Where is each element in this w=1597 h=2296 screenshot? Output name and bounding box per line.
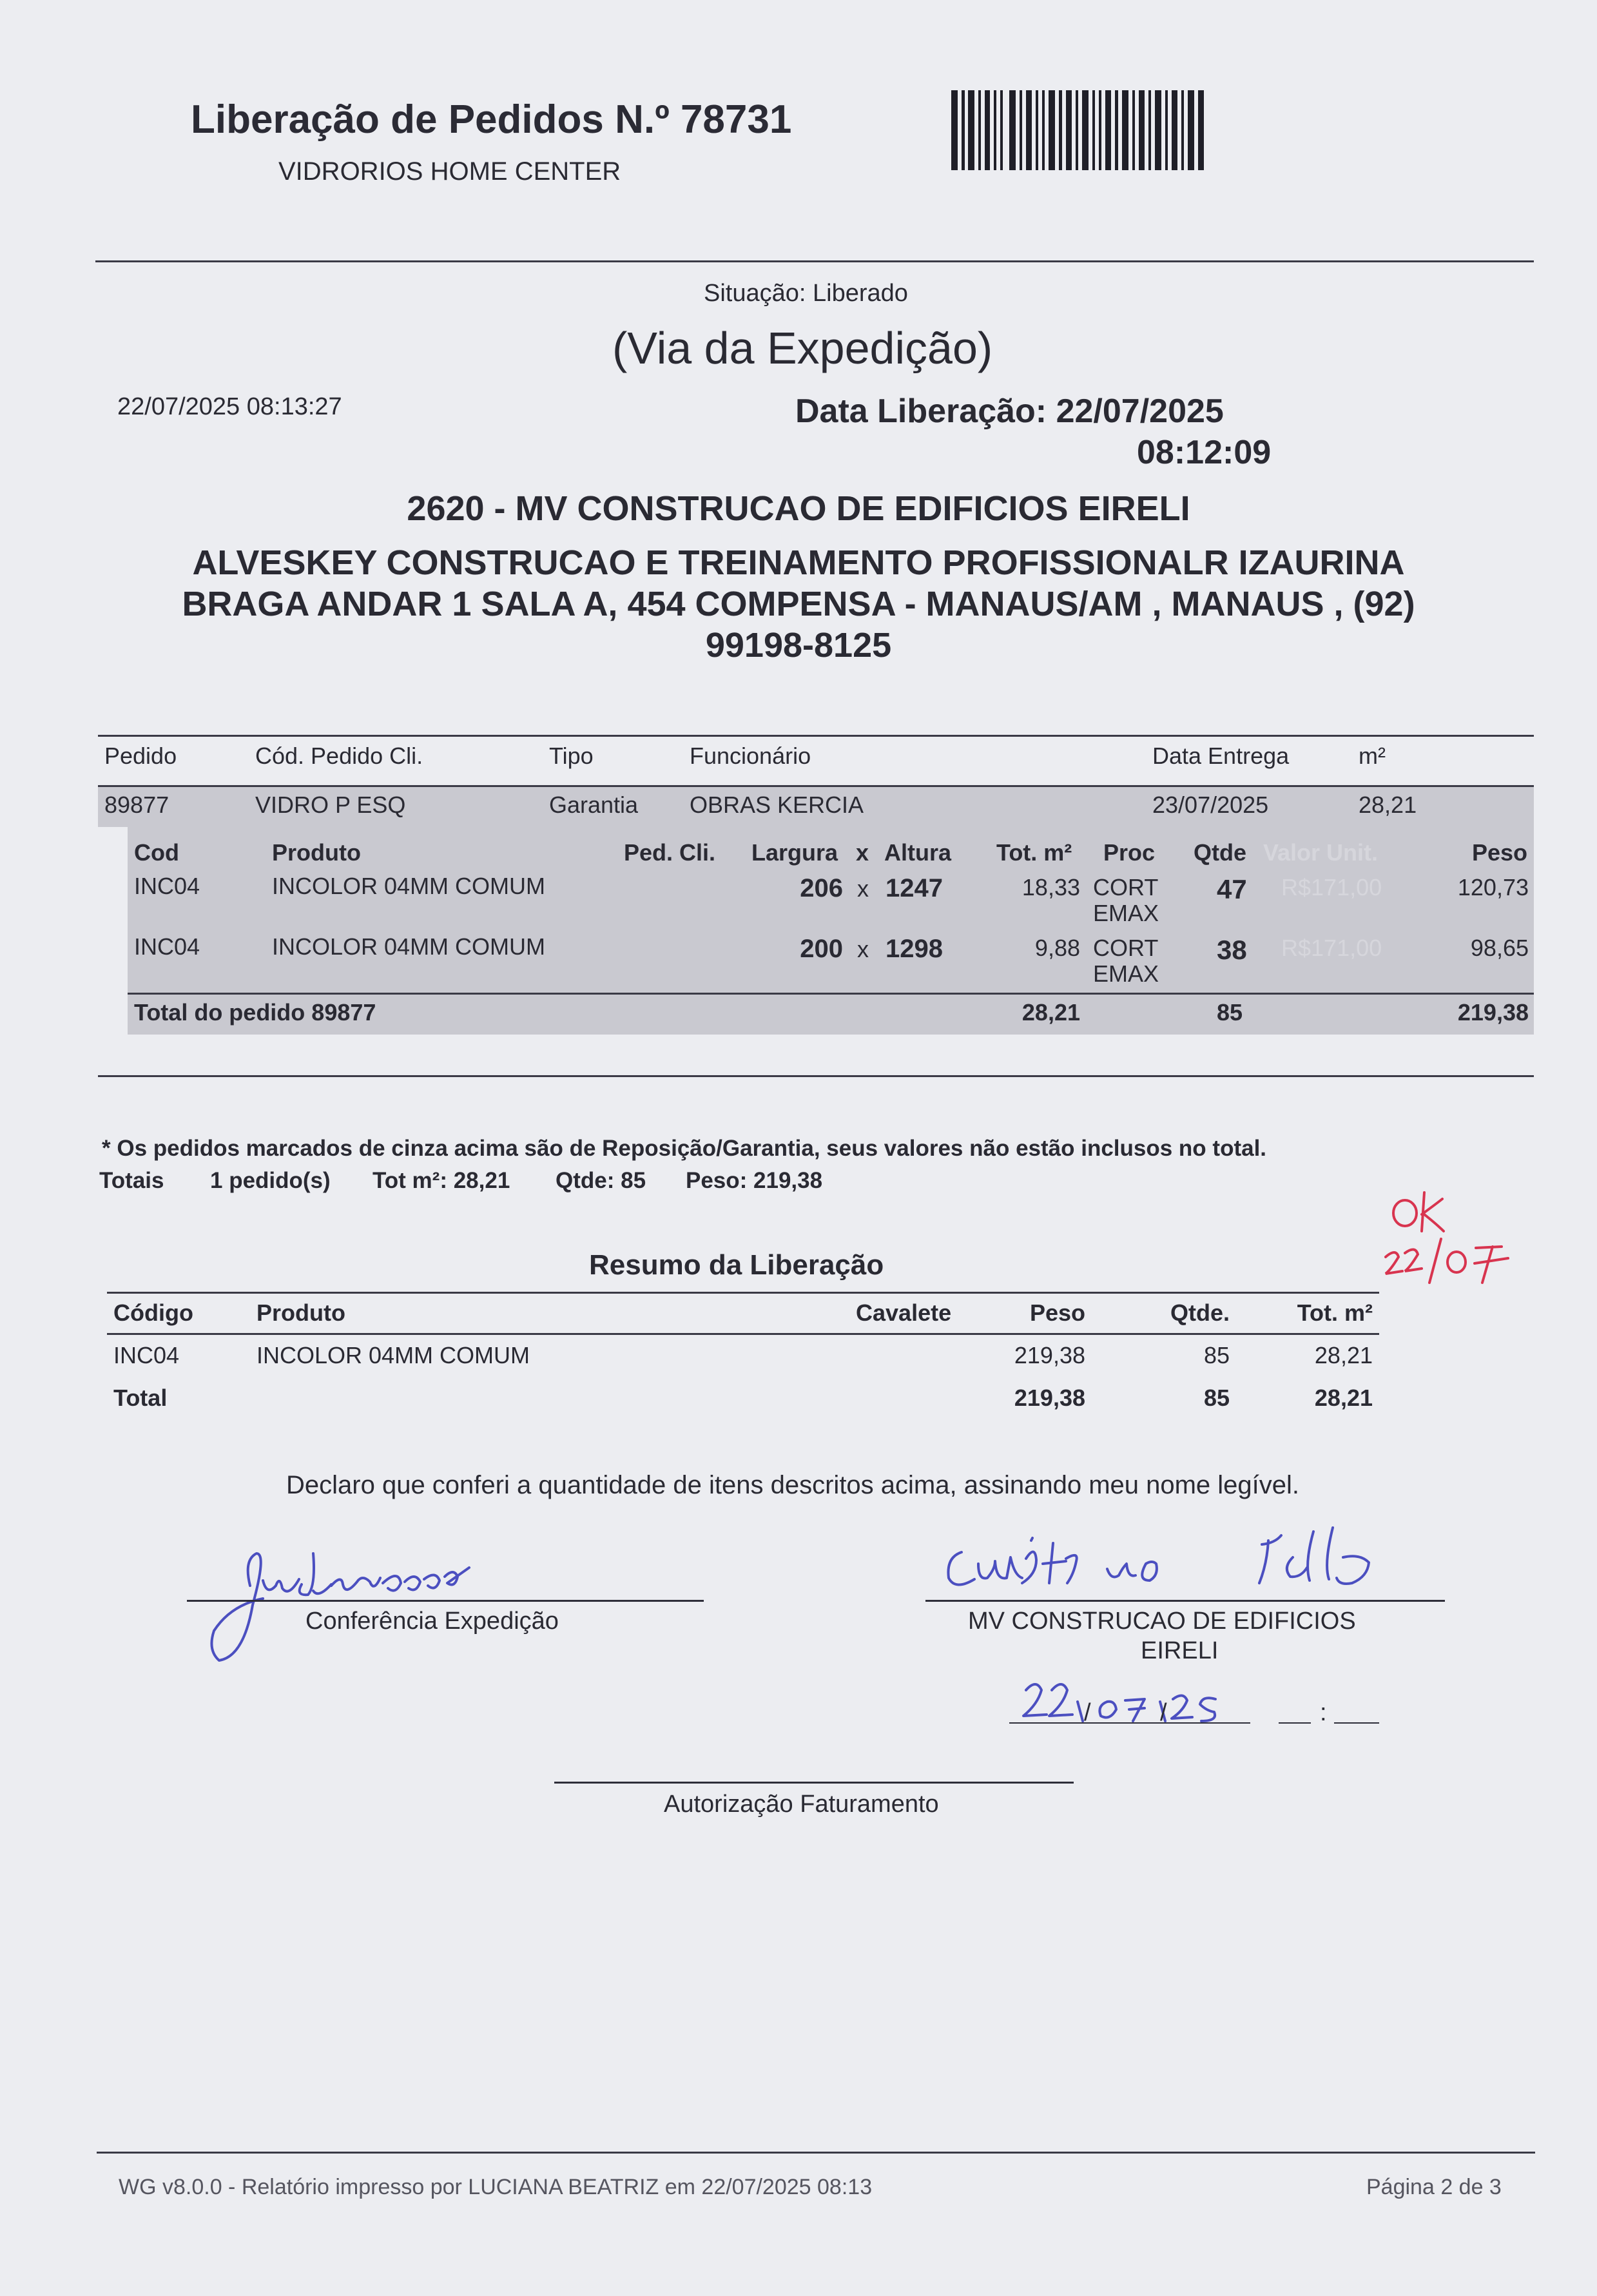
item-col-cod: Cod	[134, 839, 179, 866]
summary-total-peso: 219,38	[1014, 1385, 1085, 1411]
col-funcionario: Funcionário	[690, 743, 811, 769]
summary-peso: 219,38	[1014, 1342, 1085, 1368]
order-total-label: Total do pedido 89877	[134, 999, 376, 1026]
summary-col-produto: Produto	[256, 1299, 345, 1326]
item-peso: 120,73	[1457, 874, 1529, 900]
item-col-tot-m2: Tot. m²	[996, 839, 1072, 866]
order-tipo: Garantia	[549, 792, 639, 818]
summary-tot-m2: 28,21	[1314, 1342, 1373, 1368]
item-valor-unit: R$171,00	[1281, 874, 1382, 900]
item-tot-m2: 18,33	[1021, 874, 1080, 900]
item-largura: 200	[800, 935, 843, 963]
date-slash-1: /	[1084, 1699, 1091, 1726]
item-produto: INCOLOR 04MM COMUM	[272, 933, 546, 960]
signature-client	[940, 1519, 1429, 1602]
order-total-peso: 219,38	[1457, 999, 1529, 1026]
order-total-qtde: 85	[1217, 999, 1243, 1026]
client-name: 2620 - MV CONSTRUCAO DE EDIFICIOS EIRELI	[407, 489, 1190, 528]
item-proc-2: EMAX	[1093, 900, 1159, 926]
summary-produto: INCOLOR 04MM COMUM	[256, 1342, 530, 1368]
declaration-text: Declaro que conferi a quantidade de itens descritos acima, assinando meu nome legível.	[286, 1471, 1300, 1499]
item-proc: CORT	[1093, 874, 1159, 900]
summary-title: Resumo da Liberação	[589, 1249, 884, 1281]
item-tot-m2: 9,88	[1034, 935, 1080, 961]
summary-top-line	[107, 1292, 1379, 1294]
item-proc-2: EMAX	[1093, 960, 1159, 987]
item-proc: CORT	[1093, 935, 1159, 961]
col-data-entrega: Data Entrega	[1152, 743, 1290, 769]
order-funcionario: OBRAS KERCIA	[690, 792, 864, 818]
date-line-day	[1009, 1722, 1250, 1724]
item-produto: INCOLOR 04MM COMUM	[272, 873, 546, 899]
col-pedido: Pedido	[104, 743, 177, 769]
signature-left-label: Conferência Expedição	[305, 1608, 559, 1635]
signature-line-left	[187, 1600, 704, 1602]
items-total-line	[128, 993, 1534, 995]
summary-codigo: INC04	[113, 1342, 180, 1368]
status-text: Situação: Liberado	[704, 280, 908, 307]
item-peso: 98,65	[1470, 935, 1529, 961]
time-colon: :	[1320, 1699, 1327, 1726]
item-col-valor-unit: Valor Unit.	[1263, 839, 1379, 866]
summary-qtde: 85	[1203, 1342, 1230, 1368]
signature-right-label-1: MV CONSTRUCAO DE EDIFICIOS	[968, 1608, 1356, 1635]
client-address-2: BRAGA ANDAR 1 SALA A, 454 COMPENSA - MANAUS/AM , MANAUS , (92)	[182, 585, 1415, 623]
release-time: 08:12:09	[1137, 434, 1272, 471]
order-table-bottom-line	[98, 1075, 1534, 1077]
summary-total-label: Total	[113, 1385, 168, 1411]
authorization-line	[554, 1782, 1074, 1784]
header-divider	[95, 260, 1534, 262]
totals-qtde: Qtde: 85	[556, 1168, 646, 1193]
document-title: Liberação de Pedidos N.º 78731	[191, 97, 792, 142]
item-largura: 206	[800, 874, 843, 902]
item-qtde: 47	[1217, 874, 1247, 904]
item-cod: INC04	[134, 873, 200, 899]
date-slash-2: /	[1160, 1699, 1167, 1726]
barcode	[951, 90, 1204, 170]
via-label: (Via da Expedição)	[612, 323, 993, 373]
signature-right-label-2: EIRELI	[1141, 1637, 1219, 1664]
summary-col-cavalete: Cavalete	[856, 1299, 952, 1326]
order-data-entrega: 23/07/2025	[1152, 792, 1269, 818]
item-col-ped-cli: Ped. Cli.	[624, 839, 716, 866]
col-tipo: Tipo	[549, 743, 594, 769]
item-col-peso: Peso	[1472, 839, 1528, 866]
order-cod-cli: VIDRO P ESQ	[255, 792, 406, 818]
item-col-x: x	[856, 839, 869, 866]
release-date: Data Liberação: 22/07/2025	[795, 393, 1224, 430]
item-cod: INC04	[134, 933, 200, 960]
totals-peso: Peso: 219,38	[686, 1168, 823, 1193]
order-total-m2: 28,21	[1021, 999, 1080, 1026]
col-m2: m²	[1359, 743, 1386, 769]
client-address-1: ALVESKEY CONSTRUCAO E TREINAMENTO PROFISSIONALR IZAURINA	[192, 543, 1405, 582]
company-name: VIDRORIOS HOME CENTER	[278, 157, 621, 186]
handwritten-date	[1018, 1676, 1263, 1727]
totals-pedidos: 1 pedido(s)	[210, 1168, 331, 1193]
footer-line	[97, 2152, 1535, 2154]
print-datetime: 22/07/2025 08:13:27	[117, 393, 342, 420]
footer-page-number: Página 2 de 3	[1366, 2175, 1502, 2199]
item-altura: 1298	[886, 935, 943, 963]
footer-print-info: WG v8.0.0 - Relatório impresso por LUCIANA BEATRIZ em 22/07/2025 08:13	[119, 2175, 873, 2199]
order-pedido: 89877	[104, 792, 169, 818]
item-col-produto: Produto	[272, 839, 361, 866]
item-altura: 1247	[886, 874, 943, 902]
signature-conferencia	[205, 1534, 540, 1676]
summary-total-m2: 28,21	[1314, 1385, 1373, 1411]
gray-note: * Os pedidos marcados de cinza acima são de Reposição/Garantia, seus valores não estão inclusos no total.	[102, 1136, 1267, 1161]
item-x: x	[857, 936, 869, 962]
item-col-altura: Altura	[884, 839, 952, 866]
summary-col-peso: Peso	[1029, 1299, 1085, 1326]
client-address-3: 99198-8125	[705, 626, 892, 665]
item-col-proc: Proc	[1103, 839, 1156, 866]
time-line-minute	[1334, 1722, 1379, 1724]
summary-col-qtde: Qtde.	[1170, 1299, 1230, 1326]
summary-total-qtde: 85	[1203, 1385, 1230, 1411]
handwritten-ok-mark	[1379, 1186, 1521, 1289]
summary-col-tot-m2: Tot. m²	[1297, 1299, 1373, 1326]
totals-label: Totais	[99, 1168, 164, 1193]
item-col-qtde: Qtde	[1194, 839, 1247, 866]
totals-m2: Tot m²: 28,21	[373, 1168, 510, 1193]
item-col-largura: Largura	[751, 839, 838, 866]
item-qtde: 38	[1217, 935, 1247, 965]
order-table-top-line	[98, 735, 1534, 737]
summary-header-line	[107, 1333, 1379, 1335]
order-m2: 28,21	[1359, 792, 1417, 818]
time-line-hour	[1279, 1722, 1311, 1724]
item-valor-unit: R$171,00	[1281, 935, 1382, 961]
signature-line-right	[925, 1600, 1445, 1602]
authorization-label: Autorização Faturamento	[664, 1791, 939, 1818]
summary-col-codigo: Código	[113, 1299, 193, 1326]
item-x: x	[857, 875, 869, 902]
col-cod-pedido-cli: Cód. Pedido Cli.	[255, 743, 423, 769]
